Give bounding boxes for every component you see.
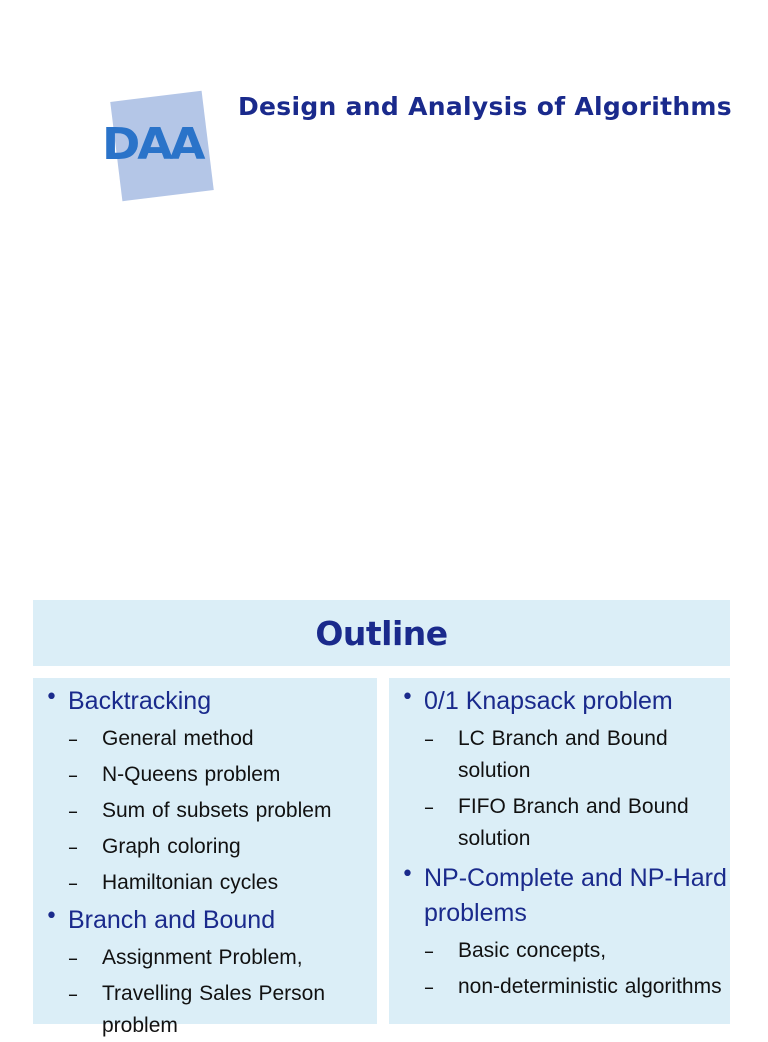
subtopic-list [424, 935, 730, 1003]
topic-list [33, 684, 377, 1042]
subtopic-label: Graph coloring [102, 835, 241, 858]
bullet-icon: • [45, 904, 58, 929]
dash-icon: – [424, 795, 434, 819]
logo-text: DAA [102, 119, 203, 170]
topic-list [389, 684, 730, 1003]
subtopic-item [68, 831, 377, 863]
outline-left-column [33, 678, 377, 1037]
subtopic-label: Basic concepts, [458, 939, 607, 962]
topic-label: NP-Complete and NP-Hard problems [424, 864, 727, 927]
subtopic-label: LC Branch and Bound solution [458, 727, 668, 782]
outline-title: Outline [315, 613, 448, 653]
subtopic-list [68, 942, 377, 1042]
subtopic-label: Assignment Problem, [102, 946, 303, 969]
topic-branch-and-bound [33, 903, 377, 1042]
subtopic-item [68, 723, 377, 755]
outline-header [33, 600, 730, 666]
outline-right-column [389, 678, 730, 1024]
subtopic-item [68, 867, 377, 899]
subtopic-item [424, 723, 730, 787]
subtopic-item [68, 795, 377, 827]
subtopic-label: Sum of subsets problem [102, 799, 332, 822]
daa-logo [102, 94, 220, 200]
dash-icon: – [424, 975, 434, 999]
subtopic-label: Travelling Sales Person problem [102, 982, 325, 1037]
subtopic-item [68, 759, 377, 791]
topic-label: Branch and Bound [68, 906, 276, 934]
dash-icon: – [424, 939, 434, 963]
course-title: Design and Analysis of Algorithms [238, 92, 732, 121]
subtopic-item [68, 978, 377, 1042]
dash-icon: – [424, 727, 434, 751]
subtopic-item [68, 942, 377, 974]
subtopic-item [424, 971, 730, 1003]
topic-label: 0/1 Knapsack problem [424, 687, 673, 715]
subtopic-label: non-deterministic algorithms [458, 975, 722, 998]
bullet-icon: • [401, 862, 414, 887]
topic-np-complete [389, 861, 730, 1003]
dash-icon: – [68, 727, 78, 751]
topic-backtracking [33, 684, 377, 899]
subtopic-list [424, 723, 730, 855]
subtopic-label: FIFO Branch and Bound solution [458, 795, 689, 850]
subtopic-label: Hamiltonian cycles [102, 871, 279, 894]
subtopic-label: N-Queens problem [102, 763, 281, 786]
dash-icon: – [68, 982, 78, 1006]
topic-knapsack [389, 684, 730, 855]
dash-icon: – [68, 946, 78, 970]
subtopic-label: General method [102, 727, 254, 750]
bullet-icon: • [45, 685, 58, 710]
dash-icon: – [68, 835, 78, 859]
dash-icon: – [68, 871, 78, 895]
bullet-icon: • [401, 685, 414, 710]
subtopic-item [424, 791, 730, 855]
dash-icon: – [68, 799, 78, 823]
dash-icon: – [68, 763, 78, 787]
topic-label: Backtracking [68, 687, 212, 715]
subtopic-item [424, 935, 730, 967]
subtopic-list [68, 723, 377, 899]
